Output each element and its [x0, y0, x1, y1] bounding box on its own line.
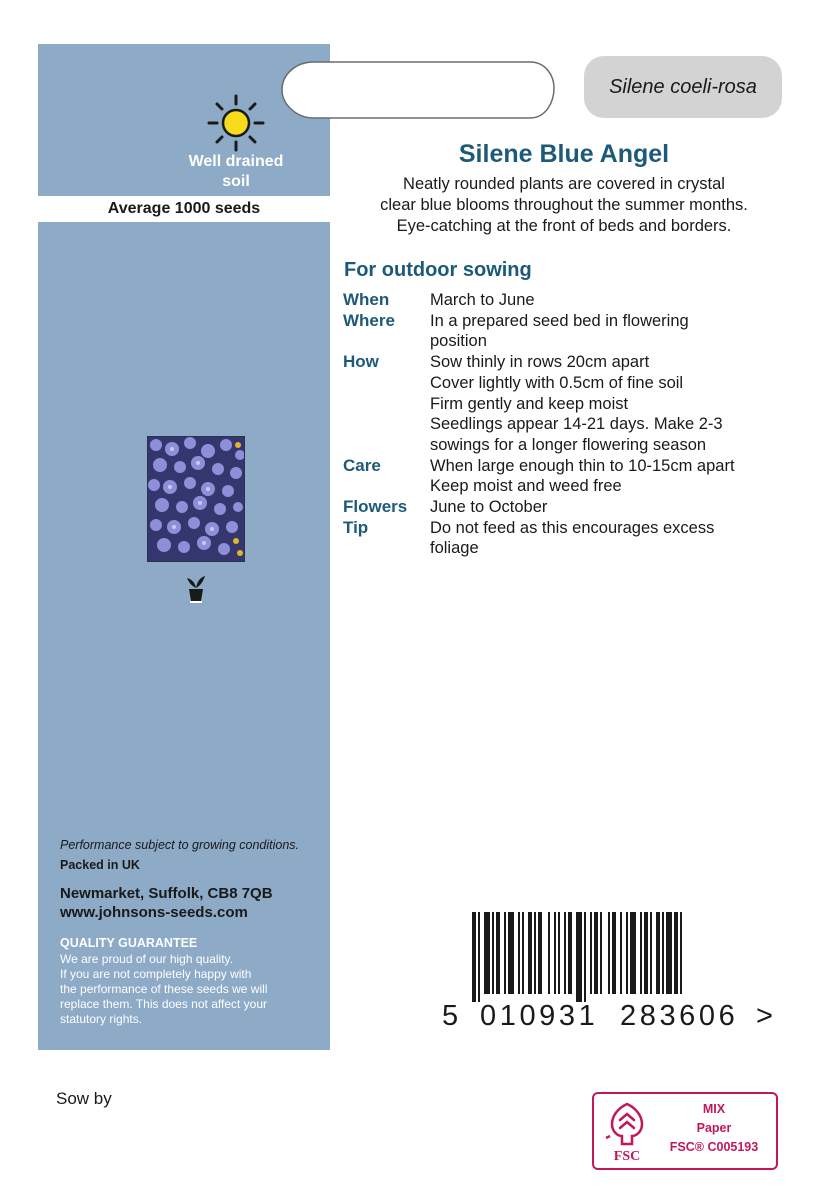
- barcode-bar: [518, 912, 520, 994]
- guarantee-line: We are proud of our high quality.: [60, 952, 233, 966]
- barcode-bar: [620, 912, 622, 994]
- flower-photo: [147, 436, 245, 562]
- barcode-bar: [484, 912, 490, 994]
- seed-count: Average 1000 seeds: [38, 196, 330, 222]
- row-text: [430, 352, 793, 456]
- barcode-bar: [666, 912, 672, 994]
- fsc-mix: MIX: [702, 1102, 726, 1116]
- row-label: Flowers: [343, 497, 408, 517]
- product-description: [346, 174, 782, 237]
- barcode-bar: [538, 912, 542, 994]
- sowing-row-care: [343, 456, 793, 497]
- row-line: Firm gently and keep moist: [430, 394, 629, 413]
- row-label: How: [343, 352, 379, 372]
- barcode-bar: [662, 912, 664, 994]
- row-line: June to October: [430, 498, 548, 517]
- fsc-paper: Paper: [696, 1121, 732, 1135]
- row-line: In a prepared seed bed in flowering: [430, 311, 689, 330]
- row-label: When: [343, 290, 390, 309]
- guarantee-text: [60, 952, 328, 1027]
- sow-by-label: Sow by: [56, 1089, 112, 1108]
- product-title: Silene Blue Angel: [458, 140, 670, 168]
- barcode: [472, 912, 750, 1002]
- barcode-bar: [590, 912, 592, 994]
- fsc-logo-text: FSC: [613, 1149, 641, 1164]
- row-line: Keep moist and weed free: [430, 477, 622, 496]
- sowing-row-flowers: [343, 497, 793, 518]
- barcode-bar: [600, 912, 602, 994]
- description-line: Eye-catching at the front of beds and borders.: [396, 217, 732, 235]
- barcode-bar: [584, 912, 586, 1002]
- row-text: [430, 290, 793, 311]
- row-text: [430, 456, 793, 497]
- row-line: Seedlings appear 14-21 days. Make 2-3: [430, 415, 723, 434]
- barcode-bar: [548, 912, 550, 994]
- row-label: Care: [343, 455, 381, 475]
- barcode-bar: [558, 912, 560, 994]
- soil-line-1: Well drained: [188, 153, 284, 170]
- soil-requirement: [170, 152, 302, 192]
- barcode-bar: [674, 912, 678, 994]
- barcode-end-mark: >: [756, 1000, 773, 1032]
- pot-plant-icon: [185, 574, 207, 604]
- barcode-bar: [644, 912, 648, 994]
- performance-note: Performance subject to growing conditions.: [60, 838, 300, 852]
- latin-name: Silene coeli-rosa: [584, 56, 782, 118]
- row-label: Tip: [343, 517, 369, 537]
- barcode-group-2: 283606: [620, 1000, 739, 1032]
- fsc-text: [664, 1100, 764, 1157]
- barcode-bar: [650, 912, 652, 994]
- row-line: Cover lightly with 0.5cm of fine soil: [430, 373, 684, 392]
- guarantee-line: If you are not completely happy with: [60, 967, 252, 981]
- sowing-row-how: [343, 352, 793, 456]
- row-label: Where: [343, 310, 395, 330]
- barcode-bar: [534, 912, 536, 994]
- barcode-bar: [640, 912, 642, 994]
- sowing-heading: For outdoor sowing: [344, 259, 532, 281]
- sowing-row-where: [343, 311, 793, 352]
- barcode-bar: [576, 912, 582, 1002]
- barcode-bar: [564, 912, 566, 994]
- barcode-first-digit: 5: [442, 1000, 459, 1032]
- barcode-bar: [626, 912, 628, 994]
- barcode-bar: [656, 912, 660, 994]
- sowing-row-tip: [343, 518, 793, 559]
- barcode-digits: [440, 1000, 780, 1036]
- flower-photo-art: [148, 437, 244, 561]
- barcode-bar: [612, 912, 616, 994]
- row-text: [430, 497, 793, 518]
- barcode-bar: [492, 912, 494, 994]
- row-line: Sow thinly in rows 20cm apart: [430, 353, 650, 372]
- row-line: foliage: [430, 539, 479, 558]
- row-text: [430, 518, 793, 559]
- barcode-bar: [568, 912, 572, 994]
- website-link[interactable]: www.johnsons-seeds.com: [60, 904, 248, 921]
- guarantee-line: the performance of these seeds we will: [60, 982, 268, 996]
- barcode-bar: [608, 912, 610, 994]
- barcode-bar: [630, 912, 636, 994]
- sun-icon: [207, 94, 265, 152]
- fsc-tree-logo-icon: [598, 1098, 656, 1164]
- address-line: Newmarket, Suffolk, CB8 7QB: [60, 885, 273, 902]
- sowing-row-when: [343, 290, 793, 311]
- barcode-bar: [680, 912, 682, 994]
- barcode-bar: [478, 912, 480, 1002]
- row-line: March to June: [430, 291, 535, 309]
- barcode-bar: [594, 912, 598, 994]
- barcode-bar: [528, 912, 532, 994]
- company-address: [60, 884, 273, 922]
- row-text: [430, 311, 793, 352]
- packed-in-uk: Packed in UK: [60, 858, 140, 872]
- barcode-bar: [508, 912, 514, 994]
- barcode-bar: [472, 912, 476, 1002]
- sowing-instructions: [343, 290, 793, 559]
- row-line: Do not feed as this encourages excess: [430, 518, 715, 537]
- barcode-bar: [496, 912, 500, 994]
- barcode-bar: [522, 912, 524, 994]
- description-line: clear blue blooms throughout the summer months.: [380, 196, 748, 214]
- row-line: position: [430, 332, 487, 351]
- soil-line-2: soil: [222, 173, 250, 190]
- barcode-bar: [504, 912, 506, 994]
- name-label-box: [280, 58, 556, 122]
- fsc-code: FSC® C005193: [669, 1140, 759, 1154]
- guarantee-line: replace them. This does not affect your: [60, 997, 268, 1011]
- row-line: When large enough thin to 10-15cm apart: [430, 456, 735, 475]
- guarantee-line: statutory rights.: [60, 1012, 143, 1026]
- barcode-group-1: 010931: [480, 1000, 599, 1032]
- barcode-bar: [554, 912, 556, 994]
- row-line: sowings for a longer flowering season: [430, 435, 707, 454]
- description-line: Neatly rounded plants are covered in crystal: [403, 175, 725, 193]
- guarantee-title: QUALITY GUARANTEE: [60, 936, 198, 950]
